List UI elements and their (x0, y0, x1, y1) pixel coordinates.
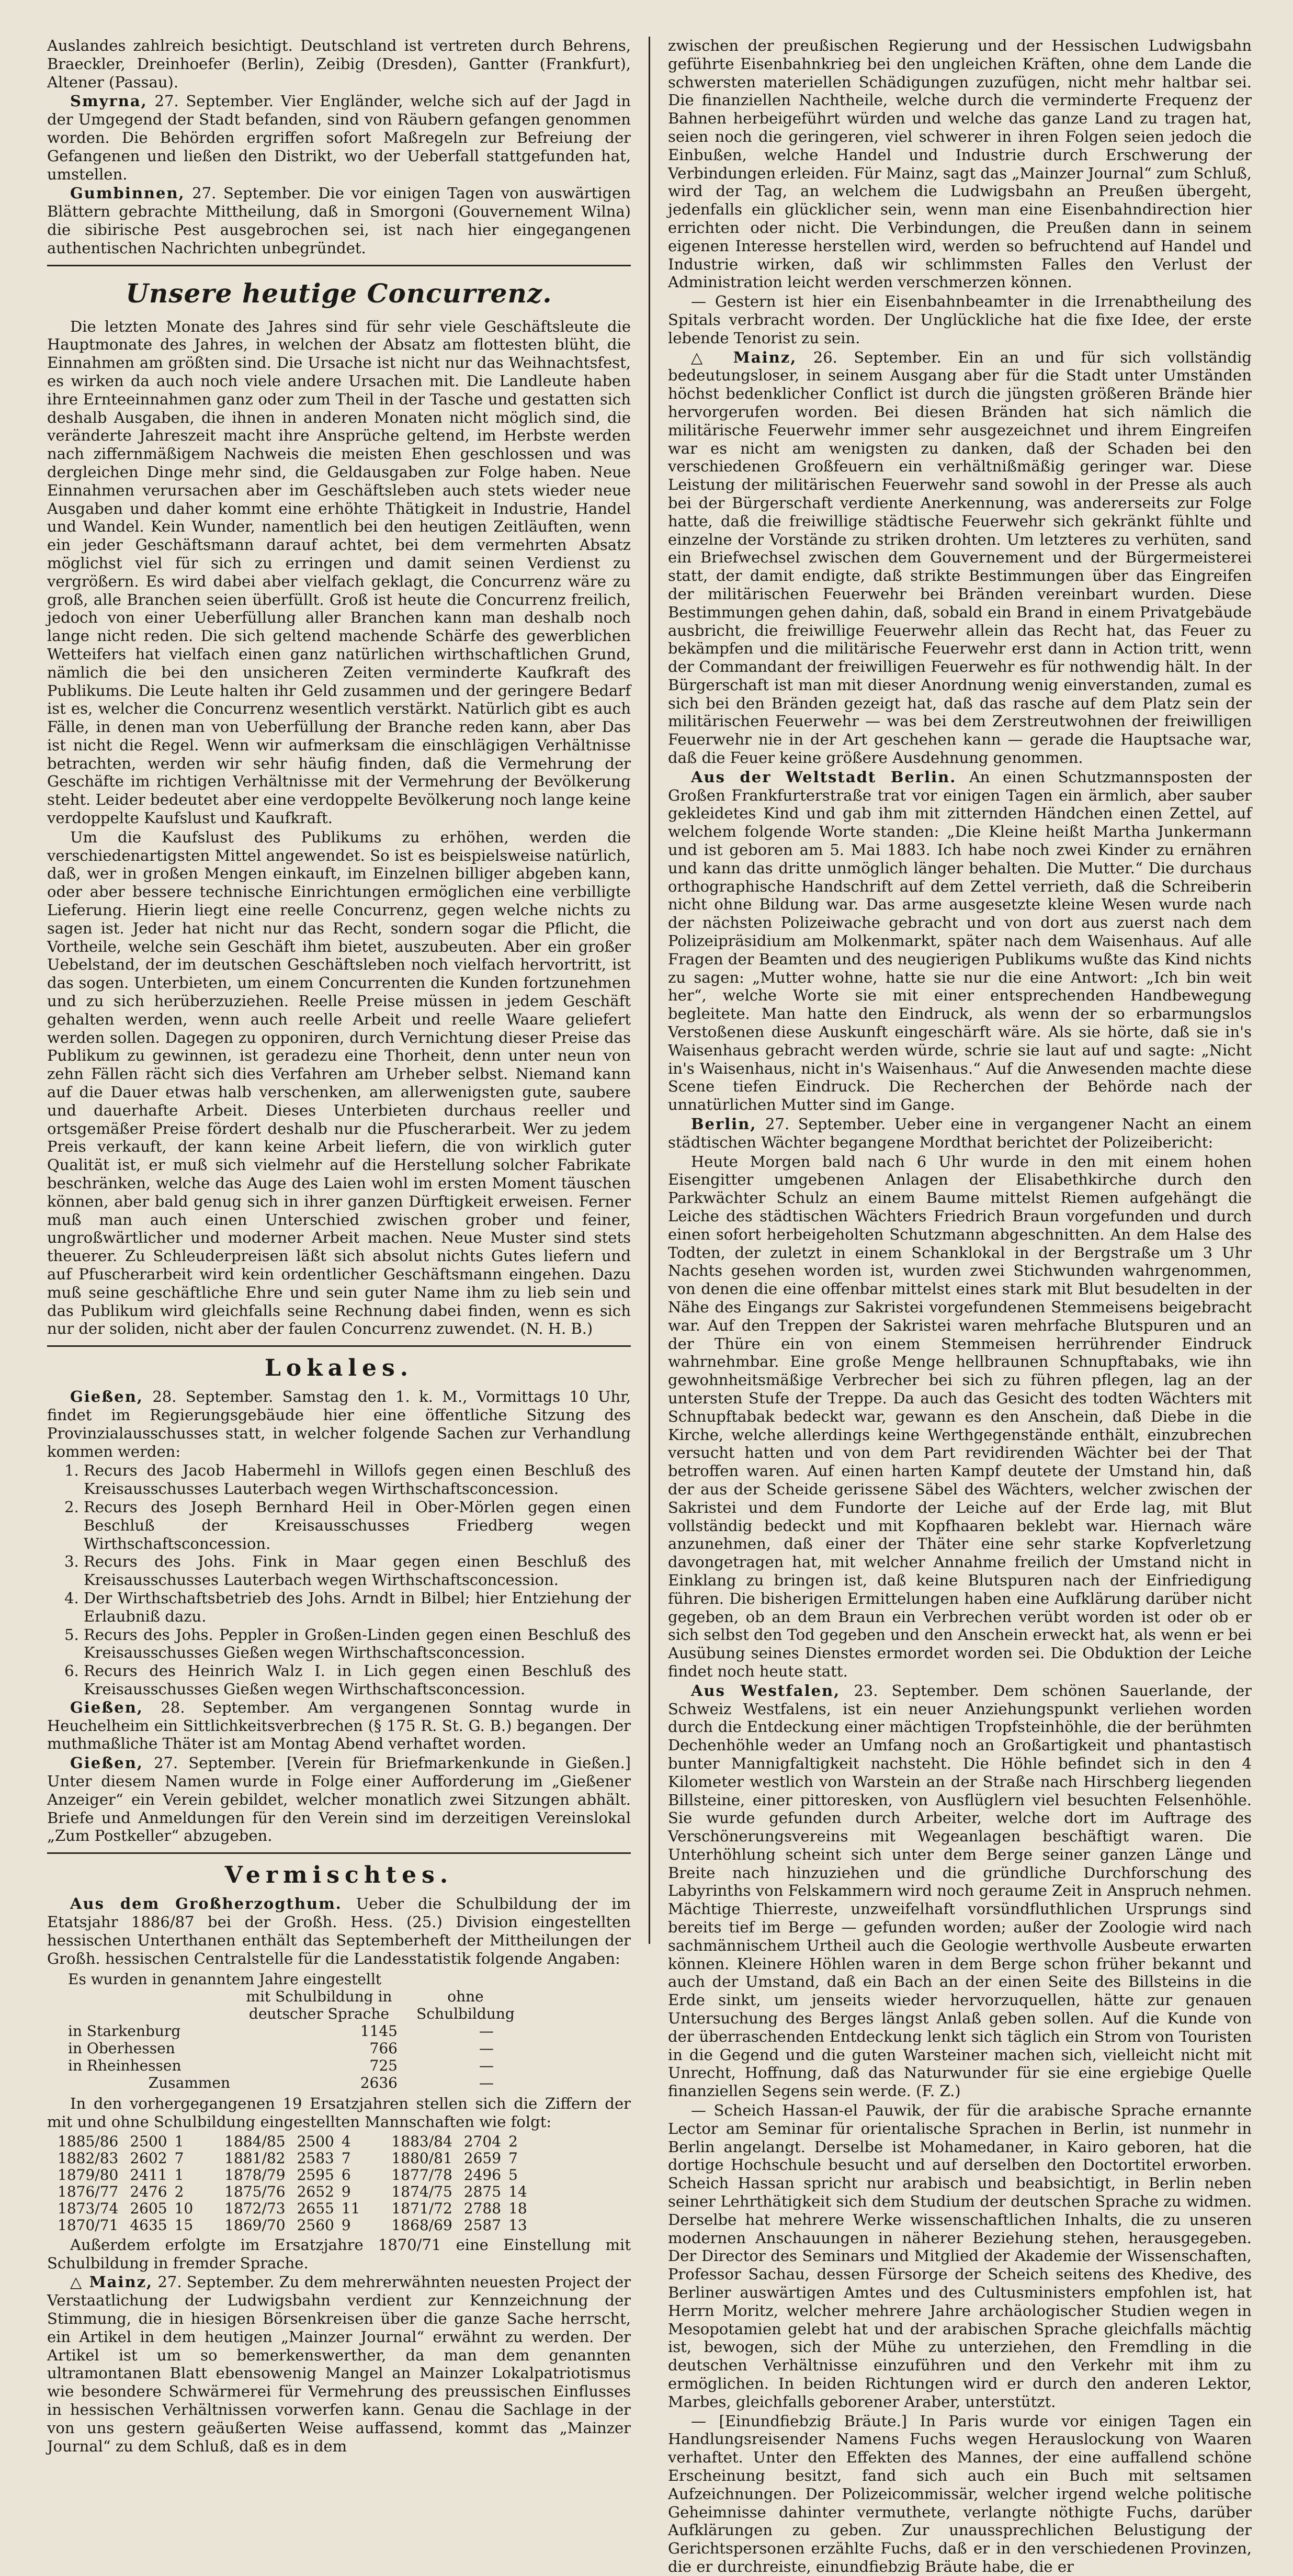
years-row (58, 2133, 559, 2150)
giessen-report: Gießen, 28. September. Am vergangenen Sonntag wurde in Heuchelheim ein Sittlichkeitsverbrechen (§ 175 R. St. G. B.) begangen. Der muthmaßliche Thäter ist am Montag Abend verhaftet worden. (47, 1698, 631, 1753)
years-row (58, 2167, 559, 2184)
years-cell: 1 (174, 2166, 184, 2184)
years-cell: 2655 (297, 2199, 334, 2217)
years-cell: 2560 (297, 2216, 334, 2234)
table-header (68, 1988, 631, 2022)
mainz-note: — Gestern ist hier ein Eisenbahnbeamter in die Irrenabtheilung des Spitals verbracht worden. Der Unglückliche hat die fixe Idee, der erste lebende Tenorist zu sein. (668, 293, 1252, 347)
years-cell: 2500 (297, 2132, 334, 2150)
years-cell: 1877/78 (391, 2166, 452, 2184)
years-cell: 7 (174, 2149, 184, 2167)
years-cell: 2659 (463, 2149, 502, 2167)
years-cell: 1873/74 (58, 2199, 119, 2217)
years-cell: 1879/80 (58, 2166, 119, 2184)
years-cell: 2587 (463, 2216, 502, 2234)
agenda-list (47, 1461, 631, 1698)
agenda-item: 2. Recurs des Joseph Bernhard Heil in Ober-Mörlen gegen einen Beschluß der Kreisausschusses Friedberg wegen Wirthschaftsconcession. (84, 1498, 631, 1553)
years-cell: 1874/75 (391, 2183, 452, 2200)
section-rule (47, 1345, 631, 1347)
source-sign: (F. Z.) (916, 2082, 961, 2100)
years-cell: 2583 (297, 2149, 334, 2167)
years-cell: 14 (508, 2183, 527, 2200)
years-outro: Außerdem erfolgte im Ersatzjahre 1870/71 eine Einstellung mit Schulbildung in fremder Sprache. (47, 2235, 631, 2272)
years-cell: 2411 (130, 2166, 167, 2184)
table-row: in Starkenburg 1145 — (68, 2022, 494, 2040)
dateline: Aus Westfalen, (691, 1681, 841, 1700)
table-row: in Oberhessen 766 — (68, 2040, 494, 2057)
article-continuation: Auslandes zahlreich besichtigt. Deutschland ist vertreten durch Behrens, Braeckler, Dreinhoefer (Berlin), Zeibig (Dresden), Gantter (Frankfurt), Altener (Passau). (47, 37, 631, 91)
westfalen-report: Aus Westfalen, 23. September. Dem schönen Sauerlande, der Schweiz Westfalens, ist ein neuer Anziehungspunkt verliehen worden durch die Entdeckung einer mächtigen Tropfsteinhöhle, die der berühmten Dechenhöhle weder an Umfang noch an Großartigkeit und phantastisch bunter Mannigfaltigkeit nachsteht. Die Höhle befindet sich in den 4 Kilometer westlich von Warstein an der Straße nach Hirschberg liegenden Billsteine, einer pittoresken, von Ausflüglern viel besuchten Felsenhöhle. Sie wurde gefunden durch Arbeiter, welche dort im Auftrage des Verschönerungsvereins mit Wegeanlagen beschäftigt waren. Die Unterhöhlung scheint sich unter dem Berge seiner ganzen Länge und Breite nach hinzuziehen und die gründliche Durchforschung des Labyrinths von Felskammern wird noch geraume Zeit in Anspruch nehmen. Mächtige Thierreste, unzweifelhaft vorsündfluthlichen Ursprungs sind bereits tief im Berge — gefunden worden; außer der Zoologie wird nach sachmännischem Urtheil auch die Geologie werthvolle Ausbeute erwarten können. Kleinere Höhlen waren in dem Berge schon früher bekannt und auch der Umstand, daß ein Bach an der einen Seite des Billsteins in die Erde sinkt, um jenseits wieder hervorzuquellen, hätte zur genauen Untersuchung des Berges längst Anlaß geben sollen. Auf die Kunde von der überraschenden Entdeckung lenkt sich täglich ein Strom von Touristen in die Gegend und die guten Warsteiner machen sich, vielleicht nicht mit Unrecht, Hoffnung, daß das Naturwunder für sie eine ergiebige Quelle finanziellen Segens sein werde. (F. Z.) (668, 1681, 1252, 2100)
giessen-report: Gießen, 27. September. [Verein für Briefmarkenkunde in Gießen.] Unter diesem Namen wurde in Folge einer Aufforderung im „Gießener Anzeiger“ ein Verein gebildet, welcher monatlich zwei Sitzungen abhält. Briefe und Anmeldungen für den Verein sind im derzeitigen Vereinslokal „Zum Postkeller“ abzugeben. (47, 1754, 631, 1845)
years-cell: 2476 (130, 2183, 167, 2200)
item-lead: — [Einundfiebzig Bräute.] (691, 2412, 908, 2430)
agenda-item: 1. Recurs des Jacob Habermehl in Willofs gegen einen Beschluß des Kreisausschusses Lauterbach wegen Wirthschaftsconcession. (84, 1461, 631, 1498)
years-cell: 15 (174, 2216, 194, 2234)
dateline: Aus dem Großherzogthum. (70, 1895, 342, 1913)
dateline: △ Mainz, (70, 2273, 153, 2291)
years-cell: 1 (174, 2132, 184, 2150)
years-cell: 2595 (297, 2166, 334, 2184)
hassan-report: — Scheich Hassan-el Pauwik, der für die arabische Sprache ernannte Lector am Seminar für orientalische Sprachen in Berlin, ist nunmehr in Berlin angelangt. Derselbe ist Mohamedaner, in Kairo geboren, hat die dortige Hochschule besucht und auf derselben den Doctortitel erworben. Scheich Hassan spricht nur arabisch und beabsichtigt, in Berlin neben seiner Lehrthätigkeit sich dem Studium der deutschen Sprache zu widmen. Derselbe hat mehrere Werke wissenschaftlichen Inhalts, die zu unseren modernen Anschauungen in näherer Beziehung stehen, herausgegeben. Der Director des Seminars und Mitglied der Akademie der Wissenschaften, Professor Sachau, dessen Fürsorge der Scheich seitens des Khedive, des Berliner auswärtigen Amtes und des Cultusministers empfohlen ist, hat Herrn Moritz, welcher mehrere Jahre archäologischer Studien wegen in Mesopotamien gelebt hat und der arabischen Sprache gleichfalls mächtig ist, bewogen, sich der Mühe zu unterziehen, den Fremdling in die deutschen Verhältnisse einzuführen und den Verkehr mit ihm zu ermöglichen. In beiden Richtungen wird er durch den anderen Lektor, Marbes, gleichfalls geborener Araber, unterstützt. (668, 2101, 1252, 2411)
table-intro: Es wurden in genanntem Jahre eingestellt (68, 1971, 382, 1988)
years-row (58, 2184, 559, 2200)
years-cell: 18 (508, 2199, 527, 2217)
berlin-report: Berlin, 27. September. Ueber eine in vergangener Nacht an einem städtischen Wächter begangene Mordthat berichtet der Polizeibericht: (668, 1115, 1252, 1151)
years-intro: In den vorhergegangenen 19 Ersatzjahren stellen sich die Ziffern der mit und ohne Schulbildung eingestellten Mannschaften wie folgt: (47, 2095, 631, 2131)
years-cell: 1870/71 (58, 2216, 119, 2234)
source-sign: (N. H. B.) (520, 1320, 593, 1338)
left-column (47, 37, 649, 2455)
years-cell: 2875 (463, 2183, 502, 2200)
dateline: △ Mainz, (691, 348, 797, 366)
agenda-item: 4. Der Wirthschaftsbetrieb des Johs. Arndt in Bilbel; hier Entziehung der Erlaubniß dazu. (84, 1589, 631, 1626)
years-row (58, 2150, 559, 2167)
agenda-item: 5. Recurs des Johs. Peppler in Großen-Linden gegen einen Beschluß des Kreisausschusses Gießen wegen Wirthschaftsconcession. (84, 1626, 631, 1662)
concurrenz-heading: Unsere heutige Concurrenz. (126, 277, 552, 309)
years-cell: 1871/72 (391, 2199, 452, 2217)
years-cell: 9 (341, 2183, 351, 2200)
dateline: Aus der Weltstadt Berlin. (691, 768, 957, 786)
years-cell: 4635 (130, 2216, 167, 2234)
agenda-item: 3. Recurs des Johs. Fink in Maar gegen einen Beschluß des Kreisausschusses Lauterbach wegen Wirthschaftsconcession. (84, 1553, 631, 1589)
dateline: Gumbinnen, (70, 184, 185, 203)
vermischtes-heading: Vermischtes. (224, 1862, 453, 1889)
grossherzogthum-report: Aus dem Großherzogthum. Ueber die Schulbildung der im Etatsjahr 1886/87 bei der Großh. Hess. (25.) Division eingestellten hessischen Unterthanen enthält das Septemberheft der Mittheilungen der Großh. hessischen Centralstelle für die Landesstatistik folgende Angaben: (47, 1895, 631, 1967)
smyrna-report: Smyrna, 27. September. Vier Engländer, welche sich auf der Jagd in der Umgegend der Stadt befanden, sind von Räubern gefangen genommen worden. Die Behörden ergriffen sofort Maßregeln zur Befreiung der Gefangenen und ließen den Distrikt, wo der Ueberfall stattgefunden hat, umstellen. (47, 92, 631, 183)
years-cell: 10 (174, 2199, 194, 2217)
years-row (58, 2200, 559, 2217)
years-cell: 2652 (297, 2183, 334, 2200)
right-column (650, 37, 1252, 2575)
giessen-report: Gießen, 28. September. Samstag den 1. k. M., Vormittags 10 Uhr, findet im Regierungsgebäude hier eine öffentliche Sitzung des Provinzialausschusses statt, in welcher folgende Sachen zur Verhandlung kommen werden: (47, 1388, 631, 1460)
years-cell: 1869/70 (224, 2216, 286, 2234)
years-cell: 2788 (463, 2199, 502, 2217)
dateline: Gießen, (70, 1754, 143, 1772)
concurrenz-paragraph: Um die Kaufslust des Publikums zu erhöhen, werden die verschiedenartigsten Mittel angewendet. So ist es beispielsweise natürlich, daß, wer in großen Mengen einkauft, im Einzelnen billiger abgeben kann, oder aber bessere technische Einrichtungen ermöglichen eine verbilligte Lieferung. Hierin liegt eine reelle Concurrenz, gegen welche nichts zu sagen ist. Jeder hat nicht nur das Recht, sondern sogar die Pflicht, die Vortheile, welche sein Geschäft ihm bietet, auszubeuten. Aber ein großer Uebelstand, der im deutschen Geschäftsleben noch vielfach hervortritt, ist das sogen. Unterbieten, um einem Concurrenten die Kunden fortzunehmen und zu sich herüberzuziehen. Reelle Preise müssen in jedem Geschäft gehalten werden, wenn auch reelle Arbeit und reelle Waare geliefert werden sollen. Dagegen zu opponiren, durch Vernichtung dieser Preise das Publikum zu gewinnen, ist geradezu eine Thorheit, denn unter neun von zehn Fällen rächt sich dies Verfahren am Urheber selbst. Niemand kann auf die Dauer etwas halb verschenken, am allerwenigsten gute, saubere und dauerhafte Arbeit. Dieses Unterbieten durchaus reeller und ortsgemäßer Preise fördert deshalb nur die Pfuscherarbeit. Wer zu jedem Preis verkauft, der kann keine Arbeit liefern, die von wirklich guter Qualität ist, er muß sich vielmehr auf die Herstellung solcher Fabrikate beschränken, welche das Auge des Laien wohl im ersten Moment täuschen können, aber bald genug sich in ihrer ganzen Dürftigkeit erweisen. Ferner muß man auch einen Unterschied zwischen grober und feiner, ungroßwärtlicher und moderner Arbeit machen. Neue Muster sind stets theuerer. Zu Schleuderpreisen läßt sich absolut nichts Gutes liefern und auf Pfuscherarbeit wird kein ordentlicher Geschäftsmann eingehen. Dazu muß seine geschäftliche Ehre und sein guter Name ihm zu lieb sein und das Publikum wird gleichfalls seine Rechnung dabei finden, wenn es sich nur der soliden, nicht aber der faulen Concurrenz zuwendet. (N. H. B.) (47, 828, 631, 1338)
years-table (58, 2133, 559, 2234)
years-cell: 2602 (130, 2149, 167, 2167)
years-cell: 1880/81 (391, 2149, 452, 2167)
years-cell: 1875/76 (224, 2183, 286, 2200)
table-total-row: Zusammen 2636 — (148, 2074, 494, 2092)
years-cell: 2496 (463, 2166, 502, 2184)
years-cell: 1876/77 (58, 2183, 119, 2200)
years-cell: 1868/69 (391, 2216, 452, 2234)
years-cell: 2605 (130, 2199, 167, 2217)
years-cell: 6 (341, 2166, 351, 2184)
schooling-table (68, 1971, 631, 2091)
years-cell: 1884/85 (224, 2132, 286, 2150)
years-cell: 2704 (463, 2132, 502, 2150)
years-cell: 2 (508, 2132, 518, 2150)
years-cell: 1881/82 (224, 2149, 286, 2167)
years-row (58, 2217, 559, 2234)
mainz-report: △ Mainz, 26. September. Ein an und für sich vollständig bedeutungsloser, in seinem Ausgang aber für die Stadt unter Umständen höchst bedenklicher Conflict ist durch die jüngsten größeren Brände hier hervorgerufen worden. Bei diesen Bränden hat sich nämlich die militärische Feuerwehr immer sehr ausgezeichnet und ihrem Eingreifen war es nicht am wenigsten zu danken, daß der Schaden bei den verschiedenen Großfeuern ein verhältnißmäßig geringer war. Diese Leistung der militärischen Feuerwehr sand sowohl in der Presse als auch bei der Bürgerschaft verdiente Anerkennung, was andererseits zur Folge hatte, daß die freiwillige städtische Feuerwehr sich gekränkt fühlte und einzelne der Vorstände zu striken drohten. Um letzteres zu verhüten, sand ein Briefwechsel zwischen dem Gouvernement und der Bürgermeisterei statt, der damit endigte, daß strikte Bestimmungen über das Eingreifen der militärischen Feuerwehr bei Bränden vereinbart wurden. Diese Bestimmungen gehen dahin, daß, sobald ein Brand in einem Privatgebäude ausbricht, die freiwillige Feuerwehr allein das Recht hat, das Feuer zu bekämpfen und die militärische Feuerwehr erst dann in Action tritt, wenn der Commandant der freiwilligen Feuerwehr es für nothwendig hält. In der Bürgerschaft ist man mit dieser Anordnung wenig einverstanden, zumal es sich bei den Bränden gezeigt hat, daß das rasche auf dem Platz sein der militärischen Feuerwehr — was bei dem Zerstreutwohnen der freiwilligen Feuerwehr nie in der Art geschehen kann — gerade die Hauptsache war, daß die Feuer keine größere Ausdehnung genommen. (668, 348, 1252, 767)
years-cell: 2500 (130, 2132, 167, 2150)
years-cell: 13 (508, 2216, 527, 2234)
dateline: Berlin, (691, 1115, 757, 1133)
years-cell: 1885/86 (58, 2132, 119, 2150)
years-cell: 4 (341, 2132, 351, 2150)
section-rule (47, 1852, 631, 1854)
agenda-item: 6. Recurs des Heinrich Walz I. in Lich gegen einen Beschluß des Kreisausschusses Gießen wegen Wirthschaftsconcession. (84, 1662, 631, 1698)
years-cell: 2 (174, 2183, 184, 2200)
mainz-continuation: zwischen der preußischen Regierung und der Hessischen Ludwigsbahn geführte Eisenbahnkrieg bei den ungleichen Kräften, ohne dem Lande die schwersten materiellen Schädigungen zuzufügen, nicht mehr haltbar sei. Die finanziellen Nachtheile, welche durch die verminderte Frequenz der Bahnen herbeigeführt würden und welche das ganze Land zu tragen hat, seien noch die geringeren, viel schwerer in ihren Folgen seien jedoch die Einbußen, welche Handel und Industrie durch Erschwerung der Verbindungen erleiden. Für Mainz, sagt das „Mainzer Journal“ zum Schluß, wird der Tag, an welchem die Ludwigsbahn an Preußen übergeht, jedenfalls ein glücklicher sein, wenn man eine Eisenbahndirection hier errichten oder nicht. Die Verbindungen, die Preußen dann in seinem eigenen Interesse herstellen wird, werden so befruchtend auf Handel und Industrie wirken, daß wir schlimmsten Falles den Verlust der Administration leicht werden verschmerzen können. (668, 37, 1252, 291)
header-with: mit Schulbildung in deutscher Sprache (246, 1988, 392, 2023)
years-cell: 7 (341, 2149, 351, 2167)
berlin-report: Aus der Weltstadt Berlin. An einen Schutzmannsposten der Großen Frankfurterstraße trat vor einigen Tagen ein ärmlich, aber sauber gekleidetes Kind und gab ihm mit zitternden Händchen einen Zettel, auf welchem folgende Worte standen: „Die Kleine heißt Martha Junkermann und ist geboren am 5. Mai 1883. Ich habe noch zwei Kinder zu ernähren und kann das dritte unmöglich länger behalten. Die Mutter.“ Die durchaus orthographische Handschrift auf dem Zettel verrieth, daß die Schreiberin nicht ohne Bildung war. Das arme ausgesetzte kleine Wesen wurde nach der nächsten Polizeiwache gebracht und von dort aus zuerst nach dem Polizeipräsidium am Molkenmarkt, später nach dem Waisenhaus. Auf alle Fragen der Beamten und des neugierigen Publikums wußte das Kind nichts zu sagen: „Mutter wohne, hatte sie nur die eine Antwort: „Ich bin weit her“, welche Worte sie mit einer entsprechenden Handbewegung begleitete. Man hatte den Eindruck, als wenn der so erbarmungslos Verstoßenen diese Auskunft eingeschärft wäre. Als sie hörte, daß sie in's Waisenhaus gebracht werden würde, schrie sie laut auf und sagte: „Nicht in's Waisenhaus, nicht in's Waisenhaus.“ Auf die Anwesenden machte diese Scene tiefen Eindruck. Die Recherchen der Behörde nach der unnatürlichen Mutter sind im Gange. (668, 768, 1252, 1114)
years-cell: 5 (508, 2166, 518, 2184)
years-cell: 9 (341, 2216, 351, 2234)
years-cell: 1883/84 (391, 2132, 452, 2150)
dateline: Gießen, (70, 1388, 143, 1406)
table-row: in Rheinhessen 725 — (68, 2057, 494, 2075)
mainz-report: △ Mainz, 27. September. Zu dem mehrerwähnten neuesten Project der Verstaatlichung der Ludwigsbahn verdient zur Kennzeichnung der Stimmung, die in hiesigen Börsenkreisen über die ganze Sache herrscht, ein Artikel in dem heutigen „Mainzer Journal“ erwähnt zu werden. Der Artikel ist um so bemerkenswerther, da man dem genannten ultramontanen Blatt ebensowenig Mangel an Mainzer Lokalpatriotismus wie besondere Schwärmerei für Vermehrung des preussischen Einflusses in hessischen Verhältnissen vorwerfen kann. Genau die Sachlage in der von uns gestern geäußerten Weise auffassend, kommt das „Mainzer Journal“ zu dem Schluß, daß es in dem (47, 2273, 631, 2455)
police-report: Heute Morgen bald nach 6 Uhr wurde in den mit einem hohen Eisengitter umgebenen Anlagen der Elisabethkirche durch den Parkwächter Schulz an einem Baume mittelst Riemen aufgehängt die Leiche des städtischen Wächters Friedrich Braun vorgefunden und durch einen sofort herbeigeholten Schutzmann abgeschnitten. An dem Halse des Todten, der zuletzt in einem Schanklokal in der Bergstraße um 3 Uhr Nachts gesehen worden ist, wurden zwei Stichwunden wahrgenommen, von denen die eine offenbar mittelst eines stark mit Blut besudelten in der Nähe des Eingangs zur Sakristei vorgefundenen Stemmeisens beigebracht war. Auf den Treppen der Sakristei waren mehrfache Blutspuren und an der Thüre ein von einem Stemmeisen herrührender Eindruck wahrnehmbar. Eine große Menge hellbraunen Schnupftabaks, wie ihn gewohnheitsmäßige Verbrecher bei sich zu führen pflegen, lag an der untersten Stufe der Treppe. Da auch das Gesicht des todten Wächters mit Schnupftabak bedeckt war, gewann es den Anschein, daß Diebe in die Kirche, welche allerdings keine Werthgegenstände enthält, einzubrechen versucht hatten und von dem Part revidirenden Wächter bei der That betroffen waren. Auf einen harten Kampf deutete der Umstand hin, daß der aus der Scheide gerissene Säbel des Wächters, welcher zwischen der Sakristei und dem Fundorte der Leiche auf der Erde lag, mit Blut vollständig bedeckt und mit Kopfhaaren beklebt war. Hiernach wäre anzunehmen, daß einer der Thäter eine sehr starke Kopfverletzung davongetragen hat, mit welcher Annahme freilich der Umstand nicht in Einklang zu bringen ist, daß keine Blutspuren nach der Einfriedigung führen. Die bisherigen Ermittelungen haben eine Aufklärung darüber nicht gegeben, ob an dem Braun ein Verbrechen verübt worden ist oder ob er sich selbst den Tod gegeben und den Anschein erweckt hat, als wenn er bei Ausübung seines Dienstes ermordet worden sei. Die Obduktion der Leiche findet noch heute statt. (668, 1152, 1252, 1680)
years-cell: 1882/83 (58, 2149, 119, 2167)
lokales-heading: Lokales. (264, 1355, 414, 1382)
dateline: Gießen, (70, 1698, 143, 1716)
years-cell: 11 (341, 2199, 360, 2217)
years-cell: 7 (508, 2149, 518, 2167)
years-cell: 1872/73 (224, 2199, 286, 2217)
gumbinnen-report: Gumbinnen, 27. September. Die vor einigen Tagen von auswärtigen Blättern gebrachte Mittheilung, daß in Smorgoni (Gouvernement Wilna) die sibirische Pest ausgebrochen sei, ist nach hier eingegangenen authentischen Nachrichten unbegründet. (47, 184, 631, 257)
concurrenz-paragraph: Die letzten Monate des Jahres sind für sehr viele Geschäftsleute die Hauptmonate des Jahres, in welchen der Absatz am flottesten blüht, die Einnahmen am größten sind. Die Ursache ist nicht nur das Weihnachtsfest, es wirken da auch noch viele andere Ursachen mit. Die Landleute haben ihre Ernteeinnahmen ganz oder zum Theil in der Tasche und gestatten sich deshalb Ausgaben, die ihnen in anderen Monaten nicht möglich sind, die veränderte Jahreszeit macht ihre Ansprüche geltend, im Herbste werden nach ziffernmäßigem Nachweis die meisten Ehen geschlossen und was dergleichen Dinge mehr sind, die Geldausgaben zur Folge haben. Neue Einnahmen verursachen aber im Geschäftsleben auch stets wieder neue Ausgaben und daher kommt eine erhöhte Thätigkeit in Industrie, Handel und Wandel. Kein Wunder, namentlich bei den heutigen Zeitläuften, wenn ein jeder Geschäftsmann darauf achtet, bei dem vermehrten Absatz möglichst viel für sich zu erringen und damit seinen Verdienst zu vergrößern. Es wird dabei aber vielfach geklagt, die Concurrenz wäre zu groß, alle Branchen seien überfüllt. Groß ist heute die Concurrenz freilich, jedoch von einer Ueberfüllung aller Branchen kann man deshalb noch lange nicht reden. Die sich geltend machende Schärfe des gewerblichen Wetteifers hat vielfach einen ganz natürlichen wirthschaftlichen Grund, nämlich die bei den unsicheren Zeiten verminderte Kaufkraft des Publikums. Die Leute halten ihr Geld zusammen und der geringere Bedarf ist es, welcher die Concurrenz wesentlich verstärkt. Natürlich gibt es auch Fälle, in denen man von Ueberfüllung der Branche reden kann, aber Das ist nicht die Regel. Wenn wir aufmerksam die einschlägigen Verhältnisse betrachten, werden wir sehr häufig finden, daß die Vermehrung der Geschäfte im richtigen Verhältnisse mit der Vermehrung der Bevölkerung steht. Leider bedeutet aber eine verdoppelte Bevölkerung noch lange keine verdoppelte Kaufslust und Kaufkraft. (47, 317, 631, 827)
years-cell: 1878/79 (224, 2166, 286, 2184)
header-without: ohne Schulbildung (416, 1988, 515, 2023)
section-rule (47, 265, 631, 266)
dateline: Smyrna, (70, 92, 148, 110)
paris-report: — [Einundfiebzig Bräute.] In Paris wurde vor einigen Tagen ein Handlungsreisender Namens Fuchs wegen Herauslockung von Waaren verhaftet. Unter den Effekten des Mannes, der eine auffallend schöne Erscheinung besitzt, fand sich auch ein Buch mit seltsamen Aufzeichnungen. Der Polizeicommissär, welcher irgend welche politische Geheimnisse dahinter vermuthete, verlangte nöthigte Fuchs, darüber Aufklärungen zu geben. Zur unaussprechlichen Belustigung der Gerichtspersonen erzählte Fuchs, daß er in den verschiedenen Provinzen, die er durchreiste, einundfiebzig Bräute habe, die er (668, 2412, 1252, 2575)
